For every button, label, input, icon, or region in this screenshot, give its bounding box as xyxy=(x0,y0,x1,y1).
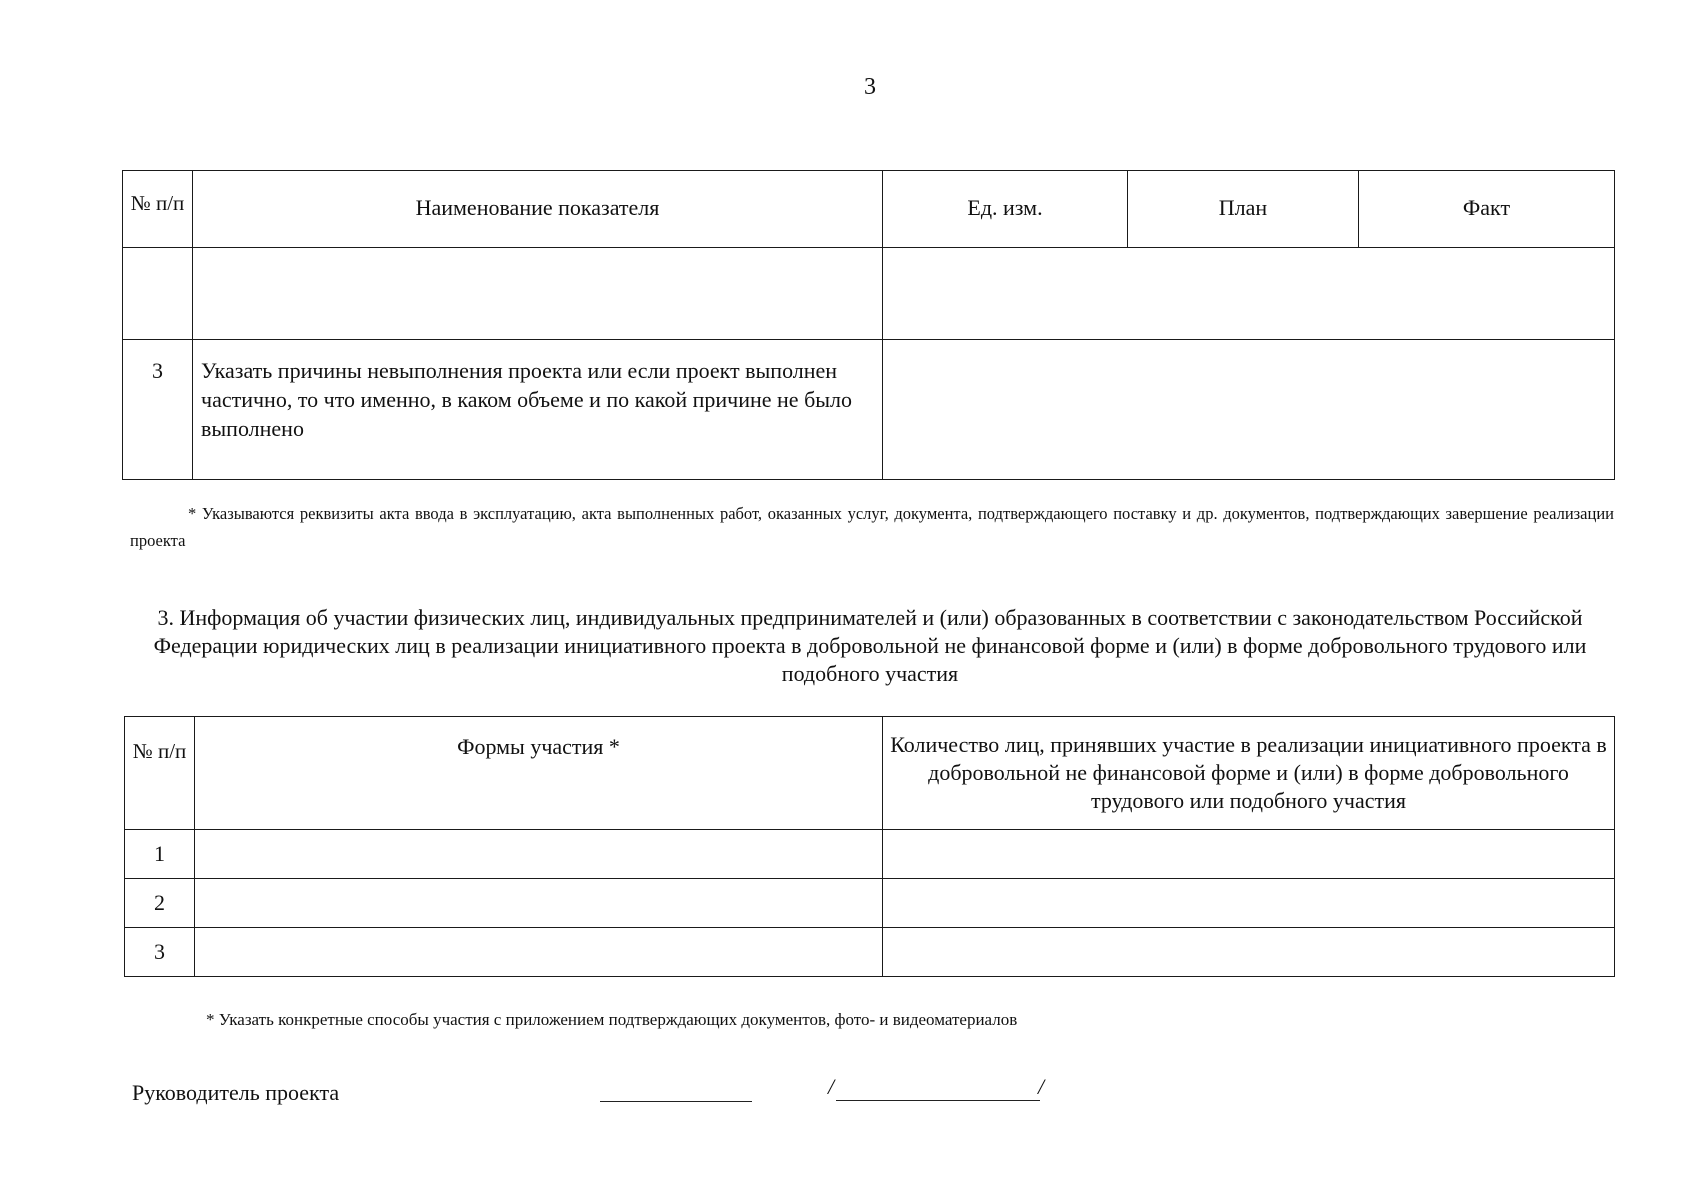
table-row xyxy=(123,340,1615,480)
row-num-cell: 3 xyxy=(123,340,193,480)
header-num: № п/п xyxy=(123,171,193,248)
signature-slash-right: / xyxy=(1038,1074,1045,1099)
header-fact: Факт xyxy=(1359,171,1615,248)
table-row xyxy=(123,248,1615,340)
header-forms: Формы участия * xyxy=(195,717,883,830)
table-header-row xyxy=(123,171,1615,248)
row-forms-cell xyxy=(195,879,883,928)
signature-label: Руководитель проекта xyxy=(132,1080,340,1105)
row-num-cell: 1 xyxy=(125,830,195,879)
row-num-cell xyxy=(123,248,193,340)
footnote-requisites: * Указываются реквизиты акта ввода в эксплуатацию, акта выполненных работ, оказанных услуг, документа, подтверждающего поставку и др. документов, подтверждающих завершение реализации проекта xyxy=(130,504,1614,550)
row-forms-cell xyxy=(195,928,883,977)
name-line xyxy=(836,1100,1040,1101)
header-plan: План xyxy=(1128,171,1359,248)
indicators-table xyxy=(122,170,1615,480)
signature-slash-left: / xyxy=(828,1074,835,1099)
row-name-cell xyxy=(193,248,883,340)
row-num-cell: 3 xyxy=(125,928,195,977)
table-row xyxy=(125,879,1615,928)
section-3-title: 3. Информация об участии физических лиц, индивидуальных предпринимателей и (или) образованных в соответствии с законодательством Российской Федерации юридических лиц в реализации инициативного проекта в добровольной не финансовой форме и (или) в форме добровольного трудового или подобного участия xyxy=(153,605,1587,686)
page-number: 3 xyxy=(864,74,876,100)
row-name-cell: Указать причины невыполнения проекта или если проект выполнен частично, то что именно, в каком объеме и по какой причине не было выполнено xyxy=(193,340,883,480)
header-num: № п/п xyxy=(125,717,195,830)
table-header-row xyxy=(125,717,1615,830)
row-count-cell xyxy=(883,879,1615,928)
header-name: Наименование показателя xyxy=(193,171,883,248)
row-value-cell xyxy=(883,340,1615,480)
row-count-cell xyxy=(883,830,1615,879)
row-count-cell xyxy=(883,928,1615,977)
table-row xyxy=(125,830,1615,879)
header-count: Количество лиц, принявших участие в реализации инициативного проекта в добровольной не финансовой форме и (или) в форме добровольного трудового или подобного участия xyxy=(883,717,1615,830)
participation-table xyxy=(124,716,1615,977)
table-row xyxy=(125,928,1615,977)
header-unit: Ед. изм. xyxy=(883,171,1128,248)
signature-line xyxy=(600,1101,752,1102)
row-num-cell: 2 xyxy=(125,879,195,928)
row-value-cell xyxy=(883,248,1615,340)
footnote-participation: * Указать конкретные способы участия с приложением подтверждающих документов, фото- и видеоматериалов xyxy=(206,1010,1018,1029)
row-forms-cell xyxy=(195,830,883,879)
